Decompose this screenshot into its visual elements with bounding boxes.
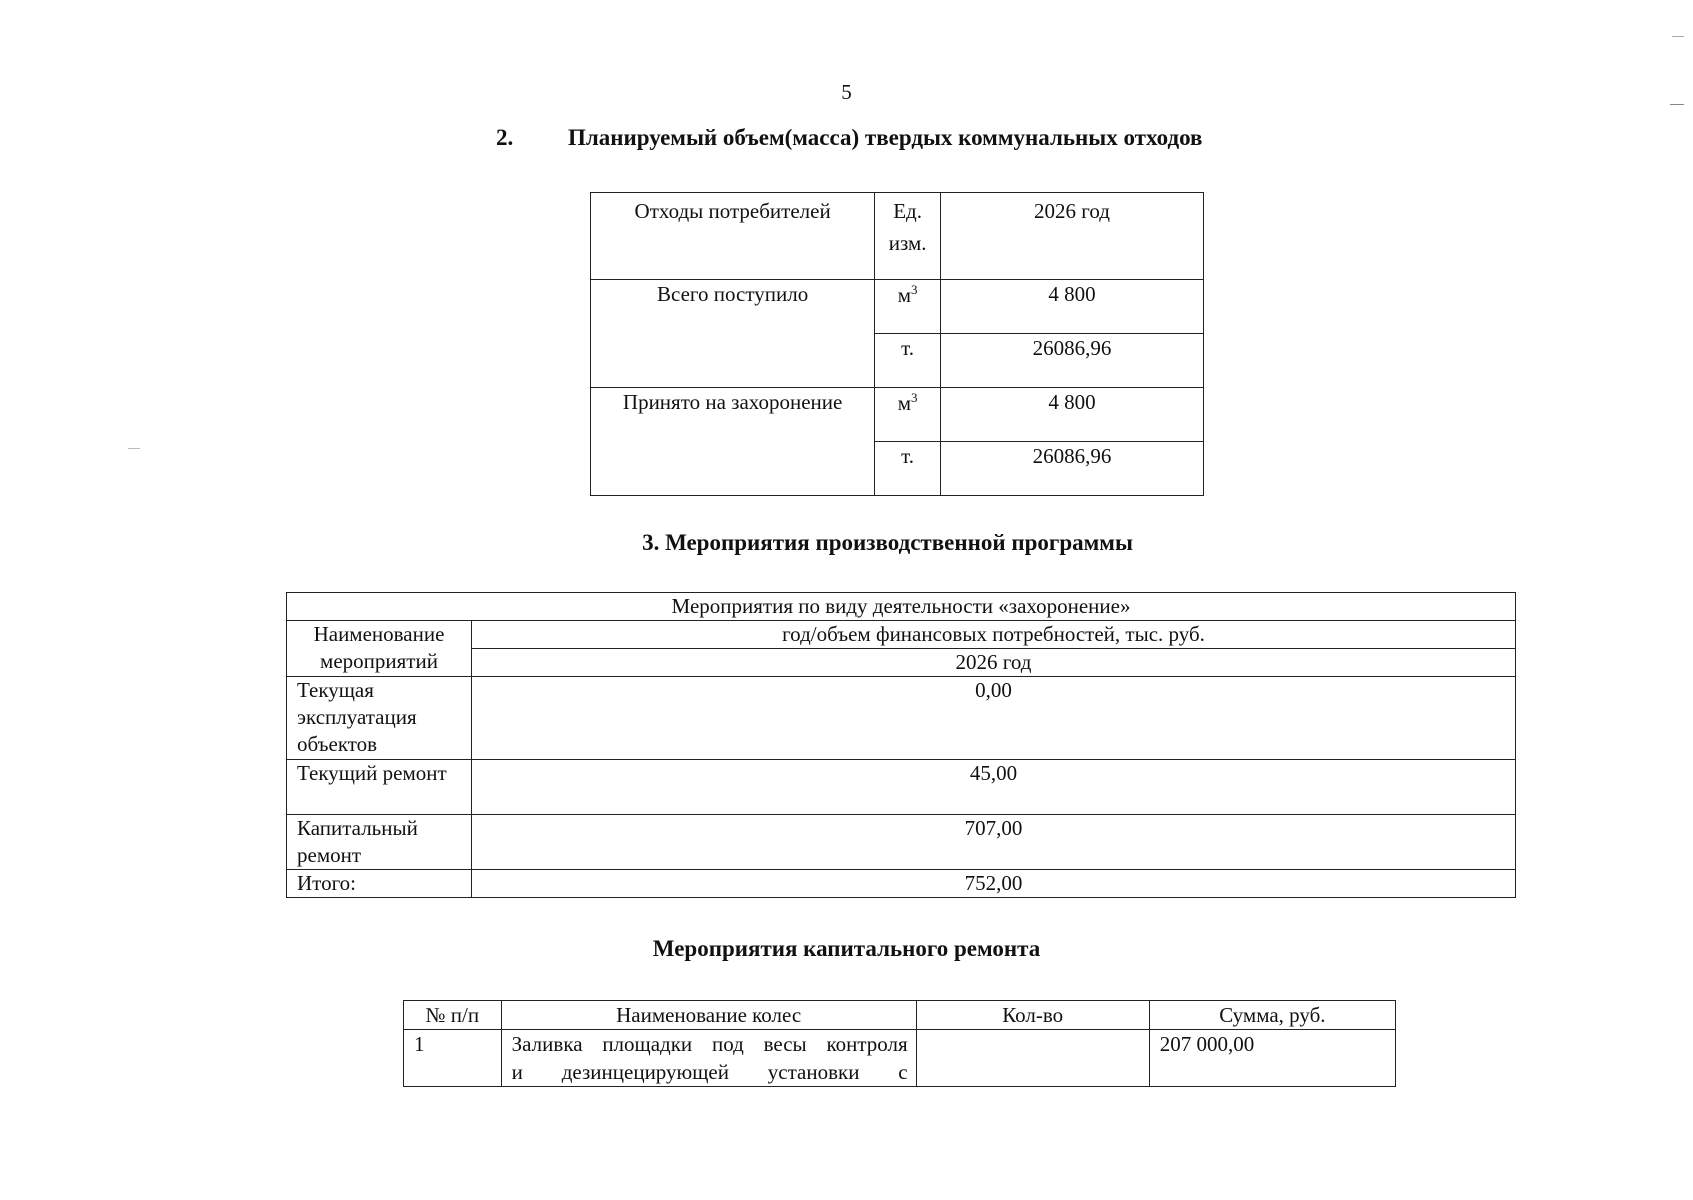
capital-repair-table [403, 1000, 1396, 1087]
capital-repair-title: Мероприятия капитального ремонта [652, 936, 1041, 961]
work-name-line: и дезинцецирующей установки с [511, 1060, 908, 1084]
table-header-row [287, 649, 1516, 677]
row-number: 1 [404, 1030, 502, 1087]
table-header-row [591, 193, 1204, 280]
table-header-row [404, 1001, 1396, 1030]
header-cell: Кол-во [916, 1001, 1149, 1030]
total-value: 752,00 [472, 870, 1516, 898]
quantity-cell [916, 1030, 1149, 1087]
unit-cell: $м^3$ [875, 280, 941, 334]
work-name [501, 1030, 916, 1087]
header-cell: 2026 год [940, 193, 1203, 280]
unit-cell: т. [875, 442, 941, 496]
margin-mark [1672, 36, 1684, 37]
header-cell: Отходы потребителей [591, 193, 875, 280]
header-cell: Ед. изм. [875, 193, 941, 280]
program-measures-table [286, 592, 1516, 898]
unit-cell: $м^3$ [875, 388, 941, 442]
header-cell: Сумма, руб. [1149, 1001, 1395, 1030]
section-3-title: 3. Мероприятия производственной программы [642, 530, 1133, 555]
year-header: 2026 год [472, 649, 1516, 677]
section-2-title: Планируемый объем(масса) твердых коммунальных отходов [568, 125, 1203, 150]
unit-cell: т. [875, 334, 941, 388]
waste-volume-table [590, 192, 1204, 496]
table-row [287, 760, 1516, 815]
measure-value: 45,00 [472, 760, 1516, 815]
table-row [404, 1030, 1396, 1087]
table-row [287, 677, 1516, 760]
work-name-line: Заливка площадки под весы контроля [511, 1032, 908, 1056]
header-cell: № п/п [404, 1001, 502, 1030]
value-cell: 4 800 [940, 280, 1203, 334]
value-cell: 26086,96 [940, 334, 1203, 388]
measure-name: Текущая эксплуатация объектов [287, 677, 472, 760]
measure-value: 707,00 [472, 815, 1516, 870]
table-total-row [287, 870, 1516, 898]
table-row [591, 388, 1204, 442]
sum-cell: 207 000,00 [1149, 1030, 1395, 1087]
table-row [591, 280, 1204, 334]
table-header-row [287, 621, 1516, 649]
table-caption-row [287, 593, 1516, 621]
measure-name: Текущий ремонт [287, 760, 472, 815]
table-row [287, 815, 1516, 870]
total-label: Итого: [287, 870, 472, 898]
value-cell: 4 800 [940, 388, 1203, 442]
name-header: Наименование мероприятий [287, 621, 472, 677]
measure-name: Капитальный ремонт [287, 815, 472, 870]
page-number: 5 [841, 80, 852, 104]
table-caption: Мероприятия по виду деятельности «захоронение» [287, 593, 1516, 621]
margin-mark [128, 448, 140, 449]
value-cell: 26086,96 [940, 442, 1203, 496]
group-label: Всего поступило [591, 280, 875, 388]
measure-value: 0,00 [472, 677, 1516, 760]
header-cell: Наименование колес [501, 1001, 916, 1030]
group-label: Принято на захоронение [591, 388, 875, 496]
section-2-number: 2. [496, 125, 514, 150]
finance-header: год/объем финансовых потребностей, тыс. руб. [472, 621, 1516, 649]
